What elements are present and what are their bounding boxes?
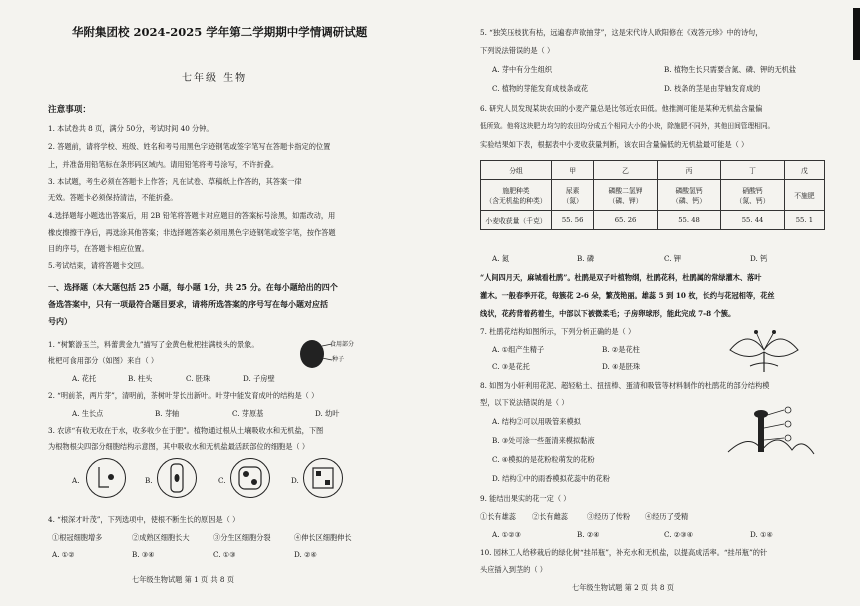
exam-page-2 xyxy=(432,0,860,606)
note-line: 无效。答题卡必须保持清洁，不能折叠。 xyxy=(48,193,178,202)
q5-text: 5. “独笑压枝犹有枯，远遍春声欲抽芽”，这是宋代诗人欧阳修在《戏答元珍》中的诗句， xyxy=(480,28,763,37)
passage-line: “人间四月天，麻城看杜鹃”。杜鹃是双子叶植物纲，杜鹃花科，杜鹃属的常绿灌木、落叶 xyxy=(480,273,762,282)
table-header-cell: 戊 xyxy=(784,161,824,180)
note-line: 橡皮擦擦干净后，再选涂其他答案；非选择题答案必须用黑色字迹钢笔或签字笔，按作答题 xyxy=(48,228,336,237)
q5-option-b[interactable]: B. 植物生长只需要含氮、磷、钾的无机盐 xyxy=(664,65,797,74)
exam-subtitle: 七年级 生物 xyxy=(182,73,248,84)
note-line: 5.考试结束，请将答题卡交回。 xyxy=(48,261,149,270)
q2-option-a[interactable]: A. 生长点 xyxy=(72,409,104,418)
q10-text: 头应插入到茎的（ ） xyxy=(480,565,547,574)
table-cell: 55. 44 xyxy=(721,211,785,230)
q6-text: 6. 研究人员发现某块农田的小麦产量总是比邻近农田低。他推测可能是某种无机盐含量偏 xyxy=(480,104,763,113)
q3-option-b[interactable]: B. xyxy=(145,476,153,485)
table-header-cell: 分组 xyxy=(481,161,552,180)
q3-text: 为根物根尖四部分细胞结构示意图，其中吸收水和无机盐最活跃部位的细胞是（ ） xyxy=(48,442,310,451)
note-line: 4.选择题每小题选出答案后，用 2B 铅笔将答题卡对应题目的答案标号涂黑，如需改动，用 xyxy=(48,211,336,220)
q5-option-c[interactable]: C. 植物的芽能发育成枝条或花 xyxy=(492,84,589,93)
passage-line: 线状，花药背着药着生，中部以下被微柔毛；子房卵球形，能此完成 7-8 个簇。 xyxy=(480,309,736,318)
scan-edge-mark xyxy=(853,8,860,60)
q6-text: 低所致。他将这块肥力均匀的农田均分成五个相同大小的小块，除施肥不同外，其他田间管理相同。 xyxy=(480,122,775,130)
notes-heading: 注意事项： xyxy=(48,105,91,115)
root-cell-c-figure xyxy=(230,458,270,498)
q2-text: 2. “明前茶，两片芽”，清明前，茶树叶芽长出新叶。叶芽中能发育成叶的结构是（ ） xyxy=(48,391,319,400)
section1-line: 备选答案中，只有一项最符合题目要求，请将所选答案的序号写在每小题对应括 xyxy=(48,299,328,309)
q4-item: ④伸长区细胞伸长 xyxy=(294,533,352,542)
q3-text: 3. 农谚“有收无收在于水，收多收少在于肥”。植物通过根从土壤吸收水和无机盐，下图 xyxy=(48,426,324,435)
q4-item: ①根冠细胞增多 xyxy=(52,533,103,542)
root-cell-b-figure xyxy=(157,458,197,498)
table-header-cell: 乙 xyxy=(594,161,658,180)
table-header-cell: 丁 xyxy=(721,161,785,180)
q5-text: 下列说法错误的是（ ） xyxy=(480,46,555,55)
q4-option-d[interactable]: D. ②④ xyxy=(294,550,317,559)
page-footer: 七年级生物试题 第 2 页 共 8 页 xyxy=(572,583,674,592)
loquat-seed-label: 种子 xyxy=(332,356,345,363)
root-cell-a-figure xyxy=(86,458,126,498)
note-line: 目的序号，在答题卡相应位置。 xyxy=(48,244,149,253)
table-header-cell: 丙 xyxy=(657,161,721,180)
q2-option-c[interactable]: C. 芽原基 xyxy=(232,409,264,418)
table-cell: 磷酸二氢钾 （磷、钾） xyxy=(594,180,658,211)
q7-option-b[interactable]: B. ②是花柱 xyxy=(602,345,640,354)
q1-option-c[interactable]: C. 胚珠 xyxy=(186,374,211,383)
q8-option-b[interactable]: B. ③处可涂一些蛋清来模拟黏液 xyxy=(492,436,595,445)
q3-option-c[interactable]: C. xyxy=(218,476,226,485)
table-cell: 不施肥 xyxy=(784,180,824,211)
q8-text: 8. 如图为小轩利用花泥、超轻粘土、扭扭棒、蛋清和吸管等材料制作的杜鹃花的部分结构模 xyxy=(480,381,770,390)
section1-line: 号内） xyxy=(48,316,72,326)
q6-option-b[interactable]: B. 磷 xyxy=(577,254,595,263)
q3-option-a[interactable]: A. xyxy=(72,476,80,485)
q1-text: 1. “树繁游玉兰，料蕾黄金九”描写了金黄色枇杷挂满枝头的景象。 xyxy=(48,340,259,349)
q9-text: 9. 能结出果实的花一定（ ） xyxy=(480,494,571,503)
exam-title: 华附集团校 2024-2025 学年第二学期期中学情调研试题 xyxy=(72,25,368,39)
q6-option-d[interactable]: D. 钙 xyxy=(750,254,768,263)
q1-option-a[interactable]: A. 花托 xyxy=(72,374,97,383)
q5-option-a[interactable]: A. 芽中有分生组织 xyxy=(492,65,553,74)
table-header-row xyxy=(481,161,825,180)
q6-option-a[interactable]: A. 氮 xyxy=(492,254,509,263)
note-line: 上，并准备用铅笔标在条形码区域内。请用铅笔将考号涂写，不许折叠。 xyxy=(48,160,279,169)
azalea-flower-figure xyxy=(720,322,810,376)
q4-option-a[interactable]: A. ①② xyxy=(52,550,75,559)
q8-option-d[interactable]: D. 结构①中的雨香模拟花蕊中的花粉 xyxy=(492,474,610,483)
passage-line: 灌木。一般春季开花，每簇花 2-6 朵，繁茂艳丽。雄蕊 5 到 10 枚，长约与花冠相等，花丝 xyxy=(480,291,775,300)
q2-option-b[interactable]: B. 芽轴 xyxy=(155,409,180,418)
q4-text: 4. “根深才叶茂”，下列选项中，使根不断生长的原因是（ ） xyxy=(48,515,240,524)
q9-item: ③经历了传粉 xyxy=(587,512,631,521)
q7-text: 7. 杜鹃花结构如图所示，下列分析正确的是（ ） xyxy=(480,327,636,336)
q3-option-d[interactable]: D. xyxy=(291,476,299,485)
section1-line: 一、选择题（本大题包括 25 小题，每小题 1分，共 25 分。在每小题给出的四个 xyxy=(48,282,338,292)
loquat-edible-label: 食用部分 xyxy=(330,341,355,348)
q2-option-d[interactable]: D. 幼叶 xyxy=(315,409,340,418)
q4-option-b[interactable]: B. ③④ xyxy=(132,550,155,559)
q8-option-a[interactable]: A. 结构②可以用吸管来模拟 xyxy=(492,417,581,426)
q10-text: 10. 园林工人给移栽后的绿化树“挂吊瓶”，补充水和无机盐，以提高成活率。“挂吊瓶”的针 xyxy=(480,548,768,557)
q6-text: 实验结果如下表，根据表中小麦收获量判断，该农田含量偏低的无机盐最可能是（ ） xyxy=(480,140,749,149)
note-line: 3. 本试题，考生必须在答题卡上作答；凡在试卷、草稿纸上作答的，其答案一律 xyxy=(48,177,302,186)
flower-model-figure xyxy=(722,402,818,468)
table-cell: 65. 26 xyxy=(594,211,658,230)
q4-item: ②成熟区细胞长大 xyxy=(132,533,190,542)
q7-option-c[interactable]: C. ③是花托 xyxy=(492,362,530,371)
table-cell: 施肥种类 （含无机盐的种类） xyxy=(481,180,552,211)
page-footer: 七年级生物试题 第 1 页 共 8 页 xyxy=(132,575,234,584)
table-cell: 尿素 （氮） xyxy=(552,180,594,211)
table-row xyxy=(481,211,825,230)
q4-option-c[interactable]: C. ①③ xyxy=(213,550,236,559)
q9-option-d[interactable]: D. ①④ xyxy=(750,530,773,539)
fertilizer-table xyxy=(480,160,825,230)
q9-item: ①长有雄蕊 xyxy=(480,512,516,521)
q8-text: 型，以下说法错误的是（ ） xyxy=(480,398,569,407)
q8-option-c[interactable]: C. ④模拟的是花粉粒萌发的花粉 xyxy=(492,455,595,464)
table-cell: 小麦收获量（千克） xyxy=(481,211,552,230)
table-cell: 55. 48 xyxy=(657,211,721,230)
q9-option-c[interactable]: C. ②③④ xyxy=(664,530,694,539)
table-header-cell: 甲 xyxy=(552,161,594,180)
table-row xyxy=(481,180,825,211)
note-line: 2. 答题前，请将学校、班级、姓名和考号用黑色字迹钢笔或签字笔写在答题卡指定的位置 xyxy=(48,142,331,151)
table-cell: 磷酸氢钙 （磷、钙） xyxy=(657,180,721,211)
q1-option-b[interactable]: B. 柱头 xyxy=(128,374,153,383)
q7-option-d[interactable]: D. ④是胚珠 xyxy=(602,362,641,371)
table-cell: 硝酸钙 （氮、钙） xyxy=(721,180,785,211)
q6-option-c[interactable]: C. 钾 xyxy=(664,254,681,263)
table-cell: 55. 1 xyxy=(784,211,824,230)
q1-text: 枇杷可食用部分（如图）来自（ ） xyxy=(48,356,159,365)
q4-item: ③分生区细胞分裂 xyxy=(213,533,271,542)
q1-option-d[interactable]: D. 子房壁 xyxy=(243,374,275,383)
q5-option-d[interactable]: D. 枝条的茎是由芽轴发育成的 xyxy=(664,84,761,93)
table-cell: 55. 56 xyxy=(552,211,594,230)
q9-item: ④经历了受精 xyxy=(645,512,689,521)
q9-option-b[interactable]: B. ②④ xyxy=(577,530,600,539)
q7-option-a[interactable]: A. ①组产生精子 xyxy=(492,345,545,354)
q9-option-a[interactable]: A. ①②③ xyxy=(492,530,522,539)
root-cell-d-figure xyxy=(303,458,343,498)
note-line: 1. 本试卷共 8 页，满分 50分，考试时间 40 分钟。 xyxy=(48,124,214,133)
q9-item: ②长有雌蕊 xyxy=(532,512,568,521)
